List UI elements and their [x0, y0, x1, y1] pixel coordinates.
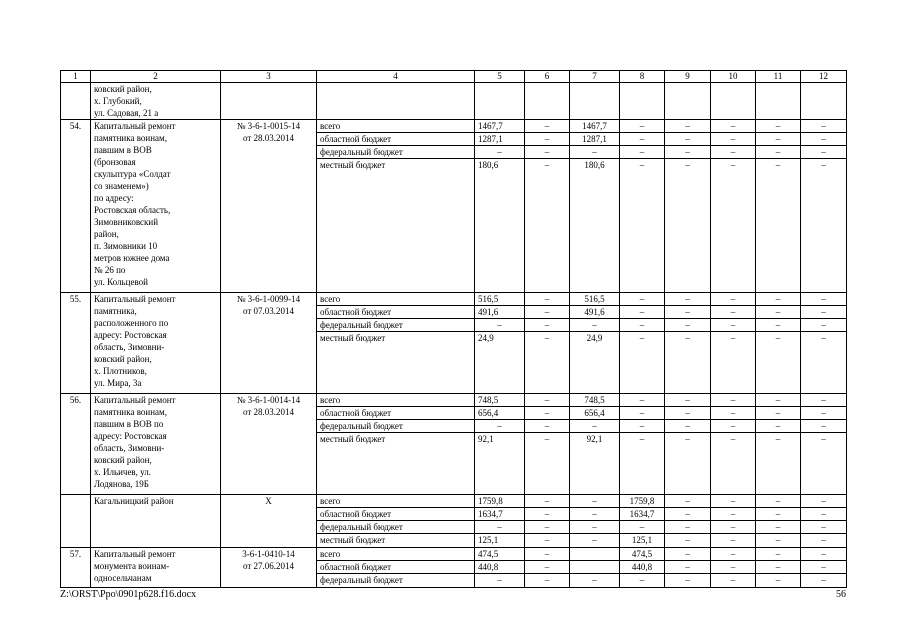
column-header-12: 12 — [801, 71, 847, 83]
amount-cell: – — [711, 120, 756, 133]
amount-cell: – — [801, 508, 847, 521]
amount-cell: – — [570, 574, 620, 588]
amount-cell: – — [525, 534, 570, 548]
amount-cell: – — [665, 146, 711, 159]
amount-cell: – — [525, 332, 570, 394]
amount-cell: – — [665, 394, 711, 407]
amount-cell: – — [801, 521, 847, 534]
amount-cell: 474,5 — [475, 548, 525, 561]
amount-cell: 125,1 — [620, 534, 665, 548]
amount-cell: – — [711, 306, 756, 319]
object-name-line: ковский район, — [94, 455, 152, 465]
amount-cell: – — [756, 420, 801, 433]
amount-cell: 440,8 — [475, 561, 525, 574]
row-number-cell: 56. — [61, 394, 91, 495]
continuation-row — [61, 83, 847, 120]
document-cell — [221, 293, 317, 394]
amount-cell: – — [665, 319, 711, 332]
amount-cell: 516,5 — [570, 293, 620, 306]
object-name-cell — [91, 394, 221, 495]
column-header-row — [61, 71, 847, 83]
document-line: Х — [265, 496, 272, 506]
amount-cell: – — [665, 293, 711, 306]
amount-cell: – — [756, 407, 801, 420]
amount-cell: – — [525, 433, 570, 495]
amount-cell: 1287,1 — [570, 133, 620, 146]
document-line: от 27.06.2014 — [242, 561, 295, 571]
amount-cell: – — [756, 146, 801, 159]
empty-cell — [711, 83, 756, 120]
column-header-5: 5 — [475, 71, 525, 83]
amount-cell: – — [711, 548, 756, 561]
amount-cell: – — [756, 332, 801, 394]
column-header-10: 10 — [711, 71, 756, 83]
amount-cell: – — [525, 159, 570, 293]
budget-row — [61, 120, 847, 133]
amount-cell: – — [665, 420, 711, 433]
row-number-cell: 57. — [61, 548, 91, 588]
budget-source-label: всего — [317, 495, 475, 508]
object-name-line: х. Ильичев, ул. — [94, 467, 152, 477]
amount-cell: 474,5 — [620, 548, 665, 561]
object-name-line: ул. Садовая, 21 а — [94, 108, 159, 118]
amount-cell: – — [570, 534, 620, 548]
amount-cell: – — [756, 548, 801, 561]
amount-cell: – — [756, 433, 801, 495]
object-name-line: область, Зимовни- — [94, 443, 165, 453]
amount-cell: 1759,8 — [475, 495, 525, 508]
amount-cell: – — [801, 133, 847, 146]
amount-cell: – — [756, 521, 801, 534]
amount-cell: – — [620, 146, 665, 159]
budget-source-label: федеральный бюджет — [317, 319, 475, 332]
amount-cell: – — [801, 534, 847, 548]
column-header-2: 2 — [91, 71, 221, 83]
amount-cell: – — [801, 548, 847, 561]
amount-cell: – — [570, 521, 620, 534]
amount-cell: 92,1 — [570, 433, 620, 495]
amount-cell: – — [711, 495, 756, 508]
amount-cell: – — [525, 521, 570, 534]
amount-cell: – — [665, 133, 711, 146]
amount-cell: 1467,7 — [475, 120, 525, 133]
amount-cell: – — [620, 120, 665, 133]
object-name-line: скульптура «Солдат — [94, 169, 171, 179]
budget-source-label: местный бюджет — [317, 159, 475, 293]
object-name-cell — [91, 495, 221, 548]
empty-cell — [801, 83, 847, 120]
object-name-line: памятника воинам, — [94, 133, 167, 143]
budget-row — [61, 293, 847, 306]
budget-source-label: федеральный бюджет — [317, 521, 475, 534]
budget-source-label: всего — [317, 120, 475, 133]
budget-source-label: федеральный бюджет — [317, 420, 475, 433]
column-header-7: 7 — [570, 71, 620, 83]
document-line: от 28.03.2014 — [242, 407, 295, 417]
amount-cell: – — [620, 394, 665, 407]
amount-cell: – — [475, 521, 525, 534]
object-name-line: Кагальницкий район — [94, 496, 174, 506]
amount-cell: – — [620, 319, 665, 332]
amount-cell: – — [570, 420, 620, 433]
amount-cell: – — [665, 433, 711, 495]
column-header-8: 8 — [620, 71, 665, 83]
object-name-line: Капитальный ремонт — [94, 121, 176, 131]
amount-cell: – — [756, 120, 801, 133]
amount-cell: – — [801, 407, 847, 420]
amount-cell: – — [801, 394, 847, 407]
amount-cell: – — [525, 394, 570, 407]
budget-row — [61, 548, 847, 561]
amount-cell: – — [620, 420, 665, 433]
document-cell — [221, 495, 317, 548]
amount-cell: – — [475, 420, 525, 433]
amount-cell: 1759,8 — [620, 495, 665, 508]
amount-cell: – — [711, 332, 756, 394]
object-name-line: Лодянова, 19Б — [94, 479, 149, 489]
object-name-line: Капитальный ремонт — [94, 549, 176, 559]
amount-cell: – — [620, 521, 665, 534]
amount-cell: – — [525, 319, 570, 332]
amount-cell: – — [711, 534, 756, 548]
amount-cell: – — [756, 508, 801, 521]
footer-file-path: Z:\ORST\Ppo\0901p628.f16.docx — [60, 589, 197, 600]
object-name-line: х. Глубокий, — [94, 96, 142, 106]
amount-cell: – — [665, 306, 711, 319]
object-name-line: со знаменем») — [94, 181, 149, 191]
object-name-line: адресу: Ростовская — [94, 330, 167, 340]
object-name-cell — [91, 293, 221, 394]
amount-cell: – — [525, 133, 570, 146]
empty-cell — [221, 83, 317, 120]
column-header-11: 11 — [756, 71, 801, 83]
amount-cell: – — [711, 407, 756, 420]
amount-cell: 180,6 — [475, 159, 525, 293]
amount-cell: 24,9 — [475, 332, 525, 394]
column-header-9: 9 — [665, 71, 711, 83]
amount-cell: 491,6 — [570, 306, 620, 319]
object-name-line: ул. Кольцевой — [94, 277, 148, 287]
budget-source-label: всего — [317, 293, 475, 306]
object-name-line: Капитальный ремонт — [94, 294, 176, 304]
amount-cell: – — [620, 133, 665, 146]
empty-cell — [756, 83, 801, 120]
object-name-line: ковский район, — [94, 84, 152, 94]
budget-source-label: всего — [317, 548, 475, 561]
amount-cell: – — [620, 293, 665, 306]
amount-cell: 1287,1 — [475, 133, 525, 146]
row-number-cell: 55. — [61, 293, 91, 394]
amount-cell: – — [756, 574, 801, 588]
column-header-3: 3 — [221, 71, 317, 83]
document-cell — [221, 394, 317, 495]
amount-cell: 491,6 — [475, 306, 525, 319]
amount-cell: – — [801, 293, 847, 306]
object-name-line: Ростовская область, — [94, 205, 171, 215]
amount-cell: – — [756, 495, 801, 508]
amount-cell: – — [801, 306, 847, 319]
amount-cell: – — [711, 319, 756, 332]
amount-cell: – — [801, 146, 847, 159]
amount-cell: – — [756, 306, 801, 319]
amount-cell: – — [525, 420, 570, 433]
object-name-line: павшим в ВОВ по — [94, 419, 164, 429]
budget-source-label: областной бюджет — [317, 306, 475, 319]
budget-source-label: областной бюджет — [317, 133, 475, 146]
amount-cell: – — [756, 319, 801, 332]
amount-cell: – — [525, 574, 570, 588]
budget-source-label: местный бюджет — [317, 332, 475, 394]
amount-cell: 1634,7 — [620, 508, 665, 521]
budget-source-label: федеральный бюджет — [317, 574, 475, 588]
amount-cell: – — [665, 495, 711, 508]
amount-cell: – — [711, 433, 756, 495]
amount-cell: – — [801, 561, 847, 574]
amount-cell: – — [620, 332, 665, 394]
empty-cell — [665, 83, 711, 120]
budget-table — [60, 70, 847, 588]
object-name-line: п. Зимовники 10 — [94, 241, 158, 251]
amount-cell: – — [756, 394, 801, 407]
amount-cell: – — [756, 534, 801, 548]
amount-cell: – — [620, 407, 665, 420]
object-name-line: расположенного по — [94, 318, 169, 328]
amount-cell: – — [620, 433, 665, 495]
amount-cell: – — [525, 508, 570, 521]
empty-cell — [620, 83, 665, 120]
object-name-line: район, — [94, 229, 119, 239]
amount-cell: – — [756, 159, 801, 293]
amount-cell: – — [756, 133, 801, 146]
amount-cell: 180,6 — [570, 159, 620, 293]
amount-cell: – — [665, 407, 711, 420]
amount-cell — [570, 561, 620, 574]
column-header-1: 1 — [61, 71, 91, 83]
amount-cell: 440,8 — [620, 561, 665, 574]
amount-cell: – — [665, 561, 711, 574]
document-line: 3-6-1-0410-14 — [242, 549, 295, 559]
amount-cell: – — [665, 521, 711, 534]
amount-cell: 125,1 — [475, 534, 525, 548]
amount-cell: – — [475, 574, 525, 588]
amount-cell: – — [620, 574, 665, 588]
amount-cell: – — [711, 561, 756, 574]
amount-cell: – — [525, 306, 570, 319]
amount-cell: – — [711, 574, 756, 588]
amount-cell: – — [570, 146, 620, 159]
amount-cell: – — [711, 420, 756, 433]
amount-cell: – — [801, 332, 847, 394]
amount-cell: – — [620, 306, 665, 319]
amount-cell: – — [665, 548, 711, 561]
object-name-line: Зимовниковский — [94, 217, 159, 227]
row-number-cell: 54. — [61, 120, 91, 293]
document-line: № 3-6-1-0099-14 — [236, 294, 301, 304]
amount-cell: – — [711, 146, 756, 159]
document-line: от 07.03.2014 — [242, 306, 295, 316]
object-name-line: метров южнее дома — [94, 253, 170, 263]
object-name-cell — [91, 548, 221, 588]
amount-cell: – — [525, 146, 570, 159]
object-name-line: памятника воинам, — [94, 407, 167, 417]
budget-row — [61, 495, 847, 508]
amount-cell: 656,4 — [570, 407, 620, 420]
amount-cell: – — [756, 293, 801, 306]
object-name-line: по адресу: — [94, 193, 134, 203]
amount-cell: – — [475, 319, 525, 332]
amount-cell: – — [711, 159, 756, 293]
amount-cell: – — [475, 146, 525, 159]
object-name-line: № 26 по — [94, 265, 126, 275]
amount-cell: – — [665, 508, 711, 521]
empty-cell — [525, 83, 570, 120]
amount-cell: – — [525, 407, 570, 420]
amount-cell: – — [525, 120, 570, 133]
amount-cell: 748,5 — [475, 394, 525, 407]
empty-cell — [475, 83, 525, 120]
budget-row — [61, 394, 847, 407]
amount-cell: – — [801, 420, 847, 433]
object-name-line: область, Зимовни- — [94, 342, 165, 352]
amount-cell: – — [570, 508, 620, 521]
object-name-line: павшим в ВОВ — [94, 145, 152, 155]
amount-cell: – — [570, 495, 620, 508]
object-name-line: х. Плотников, — [94, 366, 147, 376]
column-header-4: 4 — [317, 71, 475, 83]
amount-cell: 24,9 — [570, 332, 620, 394]
column-header-6: 6 — [525, 71, 570, 83]
object-name-cell — [91, 83, 221, 120]
amount-cell: – — [525, 293, 570, 306]
document-cell — [221, 120, 317, 293]
amount-cell: – — [711, 133, 756, 146]
amount-cell: – — [525, 561, 570, 574]
budget-source-label: местный бюджет — [317, 534, 475, 548]
object-name-line: памятника, — [94, 306, 137, 316]
amount-cell: – — [711, 394, 756, 407]
object-name-line: монумента воинам- — [94, 561, 170, 571]
amount-cell: 1467,7 — [570, 120, 620, 133]
budget-source-label: областной бюджет — [317, 508, 475, 521]
amount-cell: – — [801, 159, 847, 293]
amount-cell: – — [525, 495, 570, 508]
amount-cell: 656,4 — [475, 407, 525, 420]
row-number-cell — [61, 83, 91, 120]
object-name-line: ул. Мира, 3а — [94, 378, 142, 388]
amount-cell: – — [711, 521, 756, 534]
object-name-cell — [91, 120, 221, 293]
document-line: № 3-6-1-0014-14 — [236, 395, 301, 405]
amount-cell: – — [711, 293, 756, 306]
row-number-cell — [61, 495, 91, 548]
amount-cell: – — [801, 120, 847, 133]
amount-cell: – — [711, 508, 756, 521]
budget-source-label: местный бюджет — [317, 433, 475, 495]
document-line: от 28.03.2014 — [242, 133, 295, 143]
amount-cell: – — [665, 159, 711, 293]
object-name-line: односельчанам — [94, 573, 152, 583]
amount-cell: 516,5 — [475, 293, 525, 306]
object-name-line: Капитальный ремонт — [94, 395, 176, 405]
document-line: № 3-6-1-0015-14 — [236, 121, 301, 131]
amount-cell: – — [801, 495, 847, 508]
amount-cell: – — [525, 548, 570, 561]
object-name-line: (бронзовая — [94, 157, 136, 167]
amount-cell: – — [801, 433, 847, 495]
amount-cell: 748,5 — [570, 394, 620, 407]
amount-cell: – — [665, 332, 711, 394]
amount-cell: 1634,7 — [475, 508, 525, 521]
document-cell — [221, 548, 317, 588]
empty-cell — [570, 83, 620, 120]
footer-page-number: 56 — [836, 589, 846, 600]
amount-cell: – — [801, 319, 847, 332]
object-name-line: ковский район, — [94, 354, 152, 364]
budget-source-label: областной бюджет — [317, 407, 475, 420]
amount-cell: 92,1 — [475, 433, 525, 495]
amount-cell: – — [620, 159, 665, 293]
amount-cell: – — [665, 574, 711, 588]
amount-cell: – — [665, 534, 711, 548]
empty-cell — [317, 83, 475, 120]
budget-source-label: областной бюджет — [317, 561, 475, 574]
budget-source-label: федеральный бюджет — [317, 146, 475, 159]
amount-cell: – — [801, 574, 847, 588]
amount-cell — [570, 548, 620, 561]
amount-cell: – — [665, 120, 711, 133]
budget-source-label: всего — [317, 394, 475, 407]
amount-cell: – — [570, 319, 620, 332]
object-name-line: адресу: Ростовская — [94, 431, 167, 441]
amount-cell: – — [756, 561, 801, 574]
